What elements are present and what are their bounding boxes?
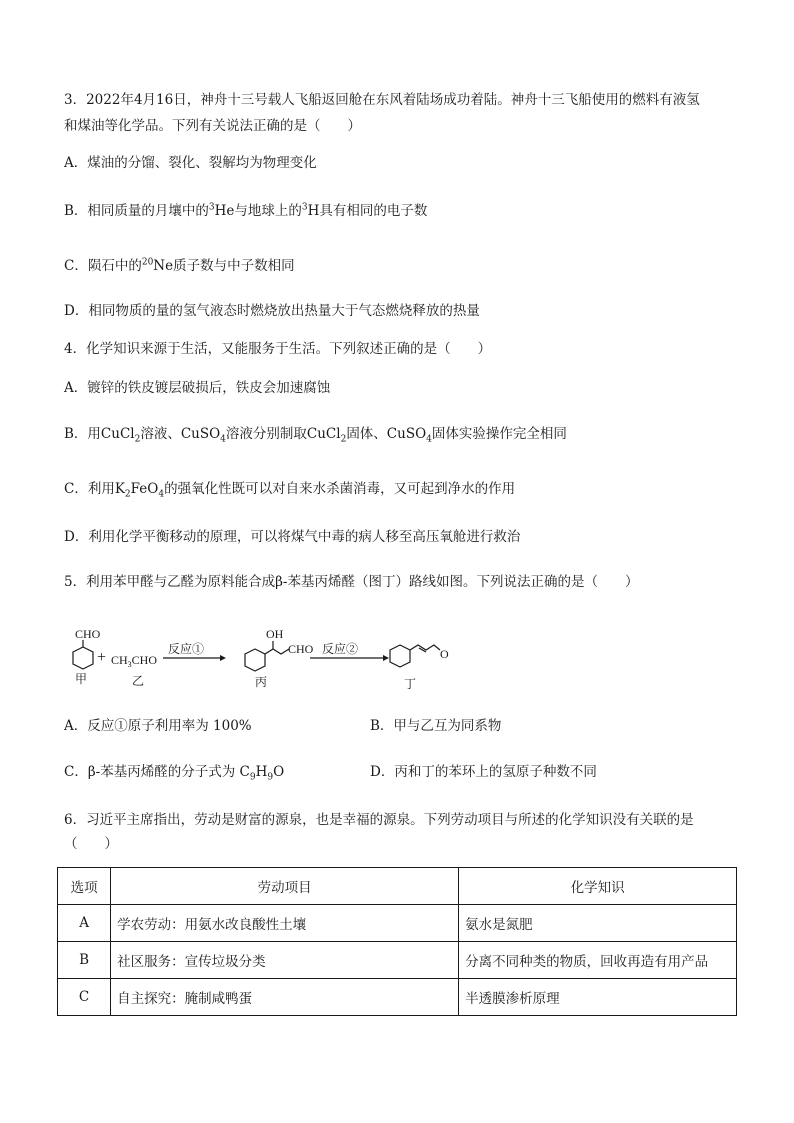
cell-option: C bbox=[58, 979, 111, 1016]
cell-labor-project: 学农劳动：用氨水改良酸性土壤 bbox=[111, 905, 459, 942]
reaction-scheme-svg bbox=[60, 620, 480, 690]
q4-option-d: D．利用化学平衡移动的原理，可以将煤气中毒的病人移至高压氧舱进行救治 bbox=[64, 529, 521, 545]
header-labor-project: 劳动项目 bbox=[111, 868, 459, 905]
header-chem-knowledge: 化学知识 bbox=[459, 868, 737, 905]
o-label: O bbox=[440, 647, 449, 661]
cell-labor-project: 自主探究：腌制咸鸭蛋 bbox=[111, 979, 459, 1016]
q5-option-c: C．β-苯基丙烯醛的分子式为 $C_9H_9O$ bbox=[64, 764, 285, 783]
cell-option: B bbox=[58, 942, 111, 979]
arrow-2-head bbox=[383, 655, 389, 661]
benzene-ring-jia bbox=[73, 647, 93, 669]
label-yi: 乙 bbox=[132, 674, 145, 688]
header-option: 选项 bbox=[58, 868, 111, 905]
benzene-ring-ding bbox=[390, 645, 410, 667]
bing-chain bbox=[265, 649, 289, 654]
acetaldehyde-label: $CH_3CHO$ bbox=[111, 653, 158, 669]
table-row bbox=[58, 905, 737, 942]
cell-chem-knowledge: 半透膜渗析原理 bbox=[459, 979, 737, 1016]
cell-labor-project: 社区服务：宣传垃圾分类 bbox=[111, 942, 459, 979]
q6-stem-line1: 6．习近平主席指出，劳动是财富的源泉，也是幸福的源泉。下列劳动项目与所述的化学知识没有关联的是 bbox=[64, 812, 694, 828]
cell-option: A bbox=[58, 905, 111, 942]
q3-option-c: C．陨石中的$^{20}$Ne质子数与中子数相同 bbox=[64, 257, 295, 274]
q5-stem: 5．利用苯甲醛与乙醛为原料能合成β-苯基丙烯醛（图丁）路线如图。下列说法正确的是（ ） bbox=[64, 574, 639, 590]
plus-sign: + bbox=[97, 649, 107, 666]
reaction-1-label: 反应① bbox=[168, 642, 205, 656]
label-bing: 丙 bbox=[255, 675, 268, 689]
cell-chem-knowledge: 氨水是氮肥 bbox=[459, 905, 737, 942]
q3-option-b: B．相同质量的月壤中的$^3$He与地球上的$^3$H具有相同的电子数 bbox=[64, 202, 428, 219]
q6-table bbox=[57, 867, 737, 1016]
ding-chain bbox=[410, 645, 440, 650]
q4-option-b: B．用CuCl$_2$溶液、CuSO$_4$溶液分别制取CuCl$_2$固体、CuSO$_4$固体实验操作完全相同 bbox=[64, 426, 567, 445]
oh-label: OH bbox=[266, 627, 284, 641]
q6-stem-line2: （ ） bbox=[64, 836, 118, 852]
reaction-2-label: 反应② bbox=[322, 642, 359, 656]
q3-option-a: A．煤油的分馏、裂化、裂解均为物理变化 bbox=[64, 155, 317, 171]
cell-chem-knowledge: 分离不同种类的物质，回收再造有用产品 bbox=[459, 942, 737, 979]
q4-option-c: C．利用$K_2FeO_4$的强氧化性既可以对自来水杀菌消毒，又可起到净水的作用 bbox=[64, 481, 516, 500]
label-jia: 甲 bbox=[75, 672, 88, 686]
q4-stem: 4．化学知识来源于生活，又能服务于生活。下列叙述正确的是（ ） bbox=[64, 341, 492, 357]
table-header-row bbox=[58, 868, 737, 905]
q3-option-d: D．相同物质的量的氢气液态时燃烧放出热量大于气态燃烧释放的热量 bbox=[64, 303, 480, 319]
q4-option-a: A．镀锌的铁皮镀层破损后，铁皮会加速腐蚀 bbox=[64, 380, 331, 396]
benzene-ring-bing bbox=[245, 649, 265, 671]
label-ding: 丁 bbox=[404, 677, 417, 690]
table-row bbox=[58, 979, 737, 1016]
q5-option-d: D．丙和丁的苯环上的氢原子种数不同 bbox=[370, 764, 597, 780]
q5-option-b: B．甲与乙互为同系物 bbox=[370, 718, 502, 734]
cho-label-jia: CHO bbox=[75, 627, 101, 641]
table-row bbox=[58, 942, 737, 979]
q3-stem-line1: 3．2022年4月16日，神舟十三号载人飞船返回舱在东风着陆场成功着陆。神舟十三飞船使用的燃料有液氢 bbox=[64, 92, 700, 108]
cho-label-bing: CHO bbox=[288, 642, 314, 656]
q3-stem-line2: 和煤油等化学品。下列有关说法正确的是（ ） bbox=[64, 118, 361, 134]
reaction-scheme bbox=[60, 620, 480, 690]
q5-option-a: A．反应①原子利用率为 100% bbox=[64, 718, 252, 734]
arrow-1-head bbox=[220, 655, 226, 661]
